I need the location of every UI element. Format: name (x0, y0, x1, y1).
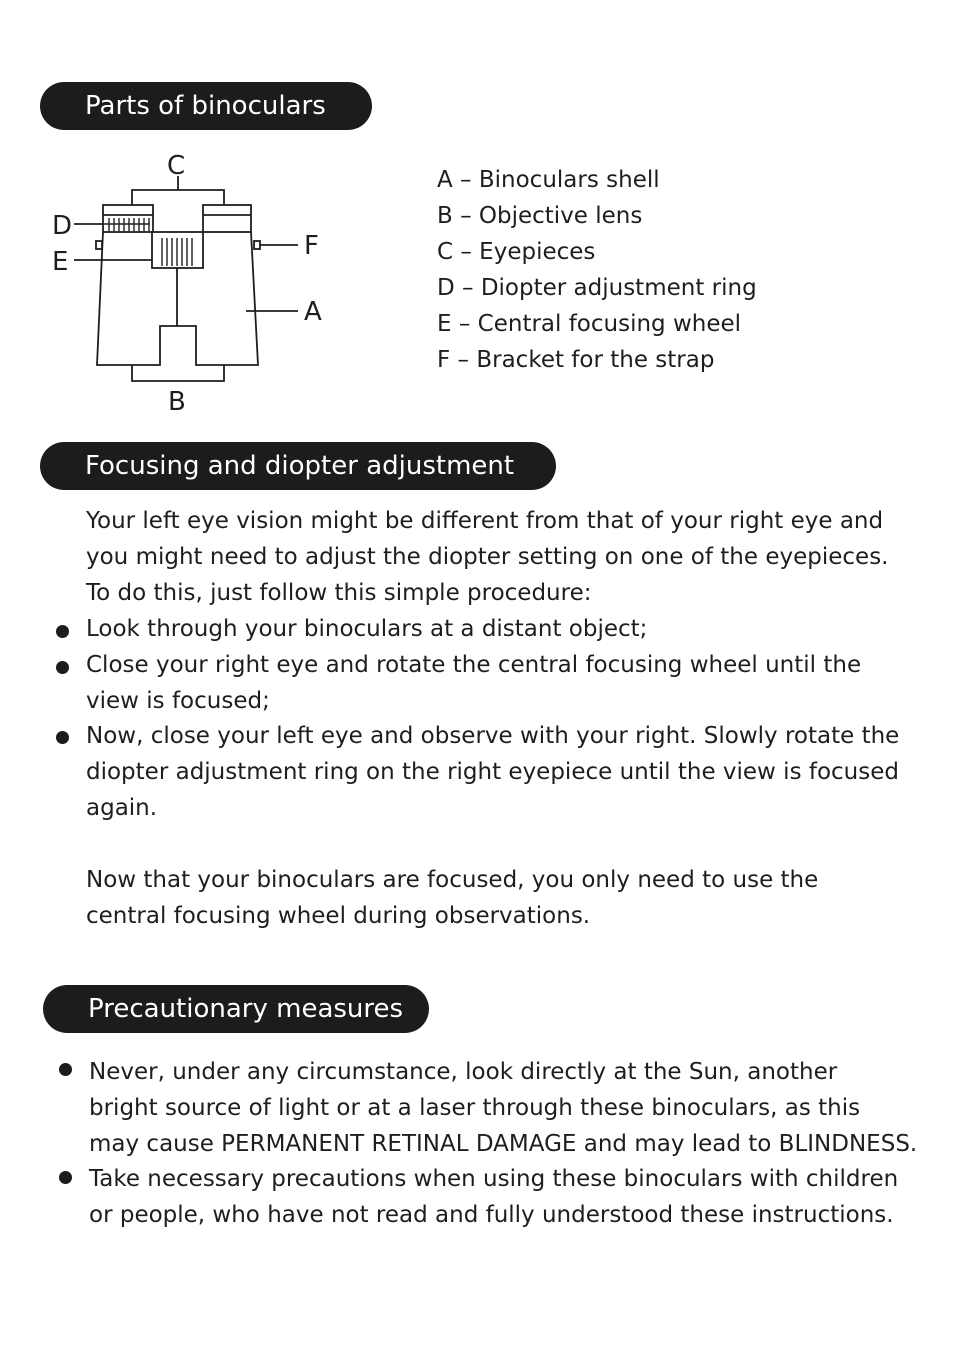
text-line: diopter adjustment ring on the right eyepiece until the view is focused (86, 759, 899, 785)
section-header-parts (40, 82, 372, 130)
focusing-step (86, 718, 899, 826)
text-line: central focusing wheel during observations. (86, 903, 591, 929)
label-f: F (304, 231, 319, 261)
text-line: may cause PERMANENT RETINAL DAMAGE and may lead to BLINDNESS. (89, 1131, 918, 1157)
focusing-step (86, 647, 861, 719)
parts-list-item: B – Objective lens (437, 203, 643, 229)
label-a: A (304, 297, 322, 327)
bullet-icon (56, 625, 69, 638)
focusing-intro (86, 503, 888, 611)
parts-list-item: C – Eyepieces (437, 239, 596, 265)
parts-list-item: D – Diopter adjustment ring (437, 275, 757, 301)
text-line: you might need to adjust the diopter setting on one of the eyepieces. (86, 544, 889, 570)
label-b: B (168, 387, 186, 417)
precaution-item (89, 1054, 917, 1162)
text-line: To do this, just follow this simple procedure: (86, 580, 592, 606)
label-d: D (52, 211, 73, 241)
section-title: Precautionary measures (88, 994, 404, 1024)
bullet-icon (59, 1063, 72, 1076)
text-line: Close your right eye and rotate the central focusing wheel until the (86, 652, 862, 678)
bullet-icon (56, 731, 69, 744)
section-header-focusing (40, 442, 556, 490)
focusing-outro (86, 862, 818, 934)
text-line: bright source of light or at a laser through these binoculars, as this (89, 1095, 861, 1121)
parts-list-item: A – Binoculars shell (437, 167, 660, 193)
focusing-step (86, 611, 647, 647)
parts-list-item: F – Bracket for the strap (437, 347, 715, 373)
parts-list-item: E – Central focusing wheel (437, 311, 742, 337)
text-line: Take necessary precautions when using these binoculars with children (89, 1166, 899, 1192)
text-line: Look through your binoculars at a distant object; (86, 616, 648, 642)
section-title: Focusing and diopter adjustment (85, 451, 515, 481)
text-line: view is focused; (86, 688, 270, 714)
section-title: Parts of binoculars (85, 91, 326, 121)
bullet-icon (59, 1171, 72, 1184)
binoculars-diagram (40, 148, 360, 423)
text-line: Your left eye vision might be different from that of your right eye and (86, 508, 884, 534)
label-e: E (52, 247, 69, 277)
text-line: or people, who have not read and fully understood these instructions. (89, 1202, 894, 1228)
text-line: again. (86, 795, 158, 821)
text-line: Never, under any circumstance, look directly at the Sun, another (89, 1059, 838, 1085)
bullet-icon (56, 661, 69, 674)
section-header-precautions (43, 985, 429, 1033)
text-line: Now, close your left eye and observe with your right. Slowly rotate the (86, 723, 900, 749)
precaution-item (89, 1161, 898, 1233)
label-c: C (167, 151, 186, 181)
text-line: Now that your binoculars are focused, you only need to use the (86, 867, 819, 893)
parts-list (437, 162, 757, 378)
